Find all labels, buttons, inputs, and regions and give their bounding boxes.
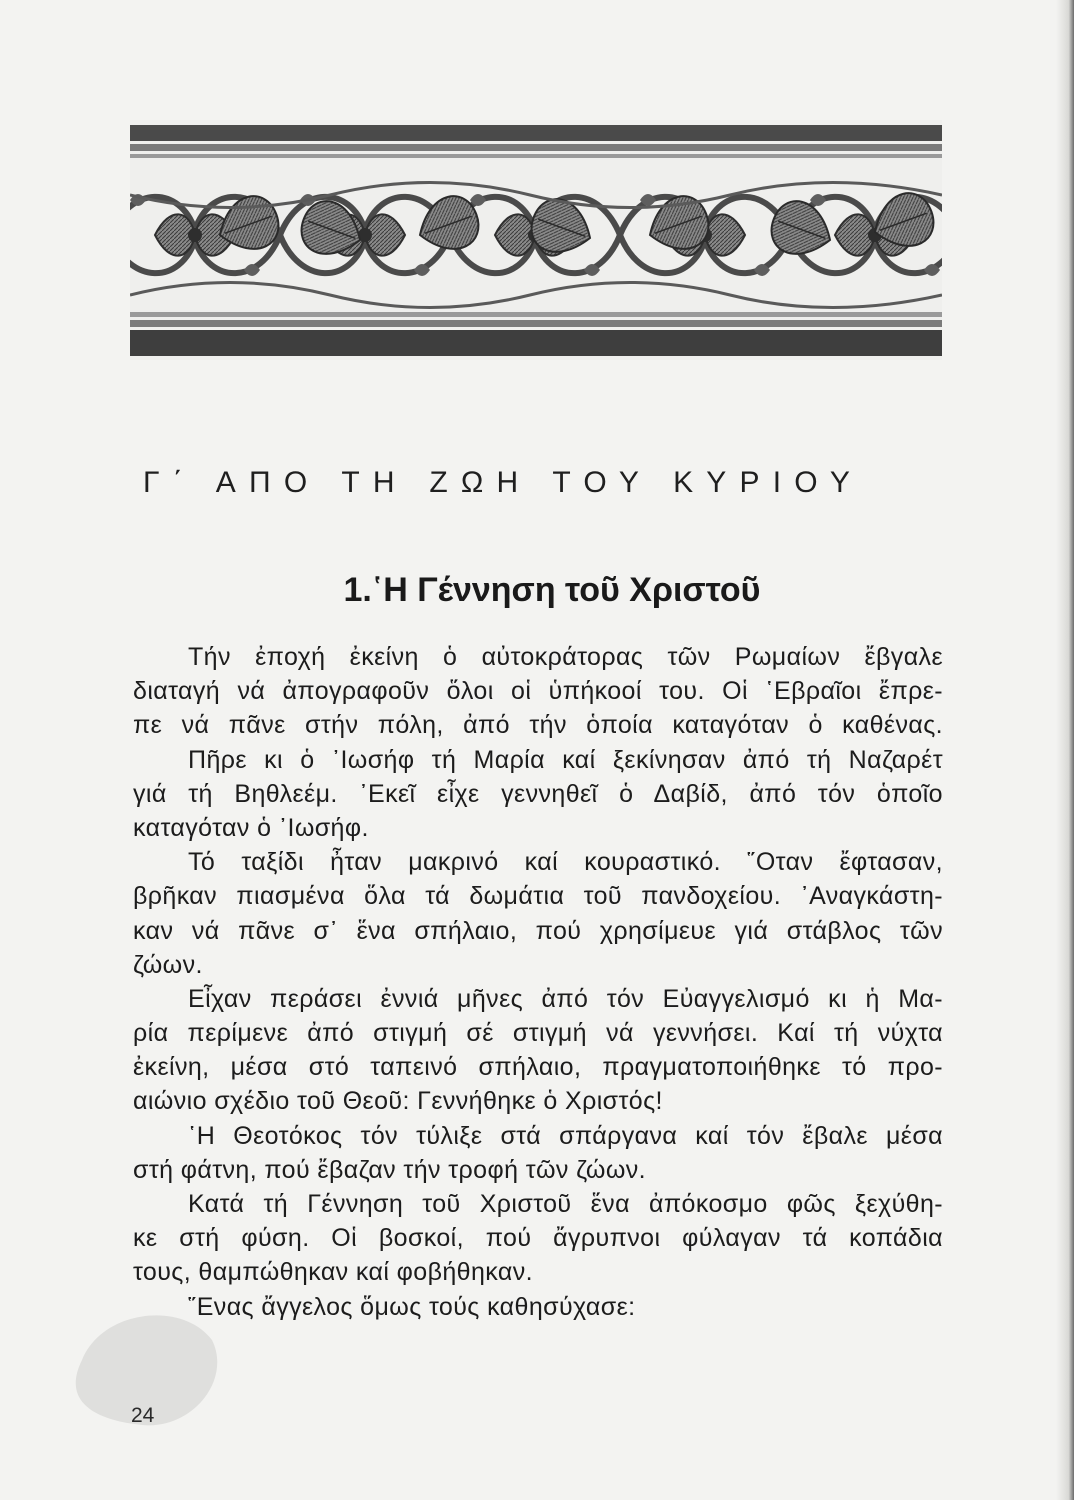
page-edge-shadow (1056, 0, 1074, 1500)
text-line: Πῆρε κι ὁ ᾿Ιωσήφ τή Μαρία καί ξεκίνησαν ἀπό τή Ναζαρέτ (188, 745, 943, 774)
text-line: ζώων. (133, 950, 203, 979)
section-header: Γ΄ ΑΠΟ ΤΗ ΖΩΗ ΤΟΥ ΚΥΡΙΟΥ (143, 466, 864, 499)
text-line: ἐκείνη, μέσα στό ταπεινό σπήλαιο, πραγματοποιήθηκε τό προ- (133, 1053, 943, 1082)
body-text (133, 640, 943, 1324)
text-line: Εἶχαν περάσει ἐννιά μῆνες ἀπό τόν Εὐαγγελισμό κι ἡ Μα- (188, 984, 943, 1013)
text-line: γιά τή Βηθλεέμ. ᾿Εκεῖ εἶχε γεννηθεῖ ὁ Δαβίδ, ἀπό τόν ὁποῖο (133, 779, 943, 808)
chapter-title-text: 1.῾Η Γέννηση τοῦ Χριστοῦ (343, 571, 761, 609)
text-line: αιώνιο σχέδιο τοῦ Θεοῦ: Γεννήθηκε ὁ Χριστός! (133, 1087, 663, 1116)
decorative-floral-band (130, 120, 942, 360)
text-line: ρία περίμενε ἀπό στιγμή σέ στιγμή νά γεννήσει. Καί τή νύχτα (133, 1019, 943, 1048)
text-line: Τό ταξίδι ἦταν μακρινό καί κουραστικό. ῞Οταν ἔφτασαν, (188, 848, 943, 877)
text-line: ῾Η Θεοτόκος τόν τύλιξε στά σπάργανα καί τόν ἔβαλε μέσα (188, 1121, 943, 1150)
text-line: Κατά τή Γέννηση τοῦ Χριστοῦ ἕνα ἀπόκοσμο φῶς ξεχύθη- (188, 1190, 943, 1218)
text-line: καταγόταν ὁ ᾿Ιωσήφ. (133, 813, 369, 842)
page-number: 24 (131, 1404, 155, 1427)
text-line: καν νά πᾶνε σ᾿ ἕνα σπήλαιο, πού χρησίμευε γιά στάβλος τῶν (133, 916, 943, 945)
text-line: ῞Ενας ἄγγελος ὅμως τούς καθησύχασε: (188, 1292, 636, 1321)
text-line: διαταγή νά ἀπογραφοῦν ὅλοι οἱ ὑπήκοοί του. Οἱ ῾Εβραῖοι ἔπρε- (133, 677, 943, 706)
chapter-title (0, 571, 1074, 610)
text-line: κε στή φύση. Οἱ βοσκοί, πού ἄγρυπνοι φύλαγαν τά κοπάδια (133, 1224, 943, 1253)
text-line: πε νά πᾶνε στήν πόλη, ἀπό τήν ὁποία καταγόταν ὁ καθένας. (133, 711, 943, 740)
text-line: τους, θαμπώθηκαν καί φοβήθηκαν. (133, 1258, 533, 1287)
text-line: Τήν ἐποχή ἐκείνη ὁ αὐτοκράτορας τῶν Ρωμαίων ἔβγαλε (188, 643, 943, 671)
text-line: βρῆκαν πιασμένα ὅλα τά δωμάτια τοῦ πανδοχείου. ᾿Αναγκάστη- (133, 882, 943, 911)
text-line: στή φάτνη, πού ἔβαζαν τήν τροφή τῶν ζώων. (133, 1155, 646, 1184)
